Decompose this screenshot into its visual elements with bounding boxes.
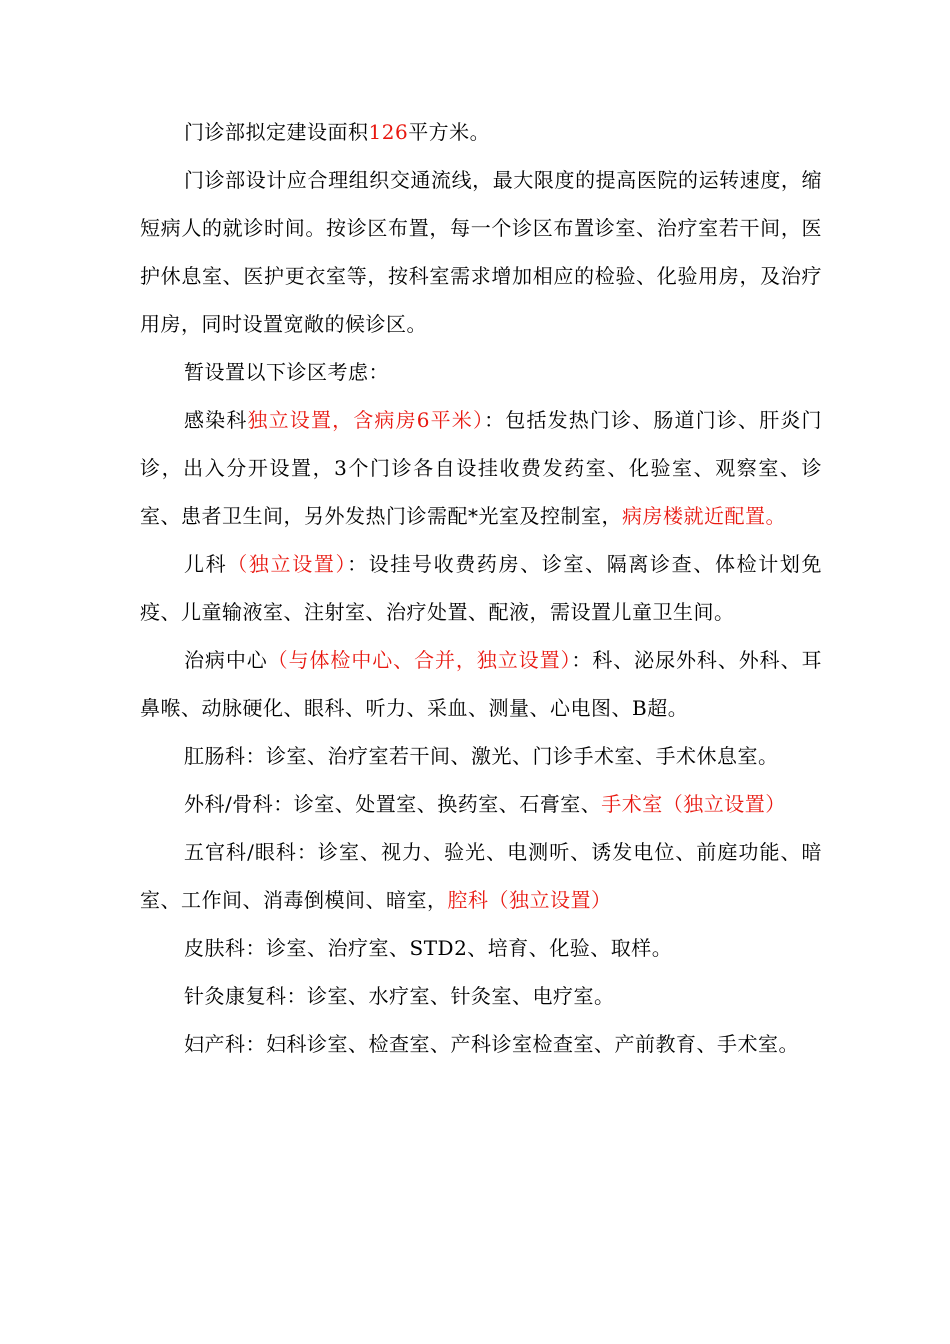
text-run-highlight: （与体检中心、合并，独立设置）: [267, 648, 572, 672]
text-run: 儿科: [184, 552, 228, 576]
document-body: [140, 108, 822, 1068]
paragraph-anorectal: [140, 732, 822, 780]
text-run-highlight: 126: [368, 120, 409, 144]
paragraph-infectious: [140, 396, 822, 540]
text-run: 门诊部拟定建设面积: [184, 120, 369, 144]
text-run-highlight: （独立设置）: [227, 552, 348, 576]
text-run: 五官科/眼科：诊室、视力、验光、电测听、诱发电位、前庭功能、暗室、工作间、消毒倒模间、暗室，: [140, 840, 822, 912]
text-run-highlight: 腔科（独立设置）: [447, 888, 612, 912]
text-run: 治病中心: [184, 648, 268, 672]
text-run: 平方米。: [408, 120, 491, 144]
text-run: 感染科: [184, 408, 248, 432]
text-run: 暂设置以下诊区考虑：: [184, 360, 389, 384]
text-run: 外科/骨科：诊室、处置室、换药室、石膏室、: [184, 792, 602, 816]
text-run: ：科、泌尿外科、外科、耳鼻喉、动脉硬化、眼科、听力、采血、测量、心电图、B超。: [140, 648, 823, 720]
paragraph-surgery: [140, 780, 822, 828]
paragraph-ent-eye: [140, 828, 822, 924]
text-run-highlight: 手术室（独立设置）: [601, 792, 786, 816]
paragraph-obstetrics: [140, 1020, 822, 1068]
paragraph-zones-intro: [140, 348, 822, 396]
text-run: 肛肠科：诊室、治疗室若干间、激光、门诊手术室、手术休息室。: [184, 744, 779, 768]
text-run: 门诊部设计应合理组织交通流线，最大限度的提高医院的运转速度，缩短病人的就诊时间。按诊区布置，每一个诊区布置诊室、治疗室若干间，医护休息室、医护更衣室等，按科室需求增加相应的检验、化验用房，及治疗用房，同时设置宽敞的候诊区。: [140, 168, 822, 336]
text-run-highlight: 独立设置，含病房6平米）: [247, 408, 485, 432]
text-run-highlight: 病房楼就近配置。: [622, 504, 786, 528]
text-run: ：包括发热门诊、肠道门诊、肝炎门诊，出入分开设置，3个门诊各自设挂收费发药室、化验室、观察室、诊室、患者卫生间，另外发热门诊需配*光室及控制室，: [140, 408, 823, 528]
text-run: 妇产科：妇科诊室、检查室、产科诊室检查室、产前教育、手术室。: [184, 1032, 799, 1056]
text-run: 针灸康复科：诊室、水疗室、针灸室、电疗室。: [184, 984, 615, 1008]
text-run: ：设挂号收费药房、诊室、隔离诊查、体检计划免疫、儿童输液室、注射室、治疗处置、配液，需设置儿童卫生间。: [140, 552, 823, 624]
text-run: 皮肤科：诊室、治疗室、STD2、培育、化验、取样。: [184, 936, 673, 960]
paragraph-design: [140, 156, 822, 348]
paragraph-pediatrics: [140, 540, 822, 636]
paragraph-treatment-center: [140, 636, 822, 732]
paragraph-acupuncture: [140, 972, 822, 1020]
paragraph-dermatology: [140, 924, 822, 972]
paragraph-area: [140, 108, 822, 156]
